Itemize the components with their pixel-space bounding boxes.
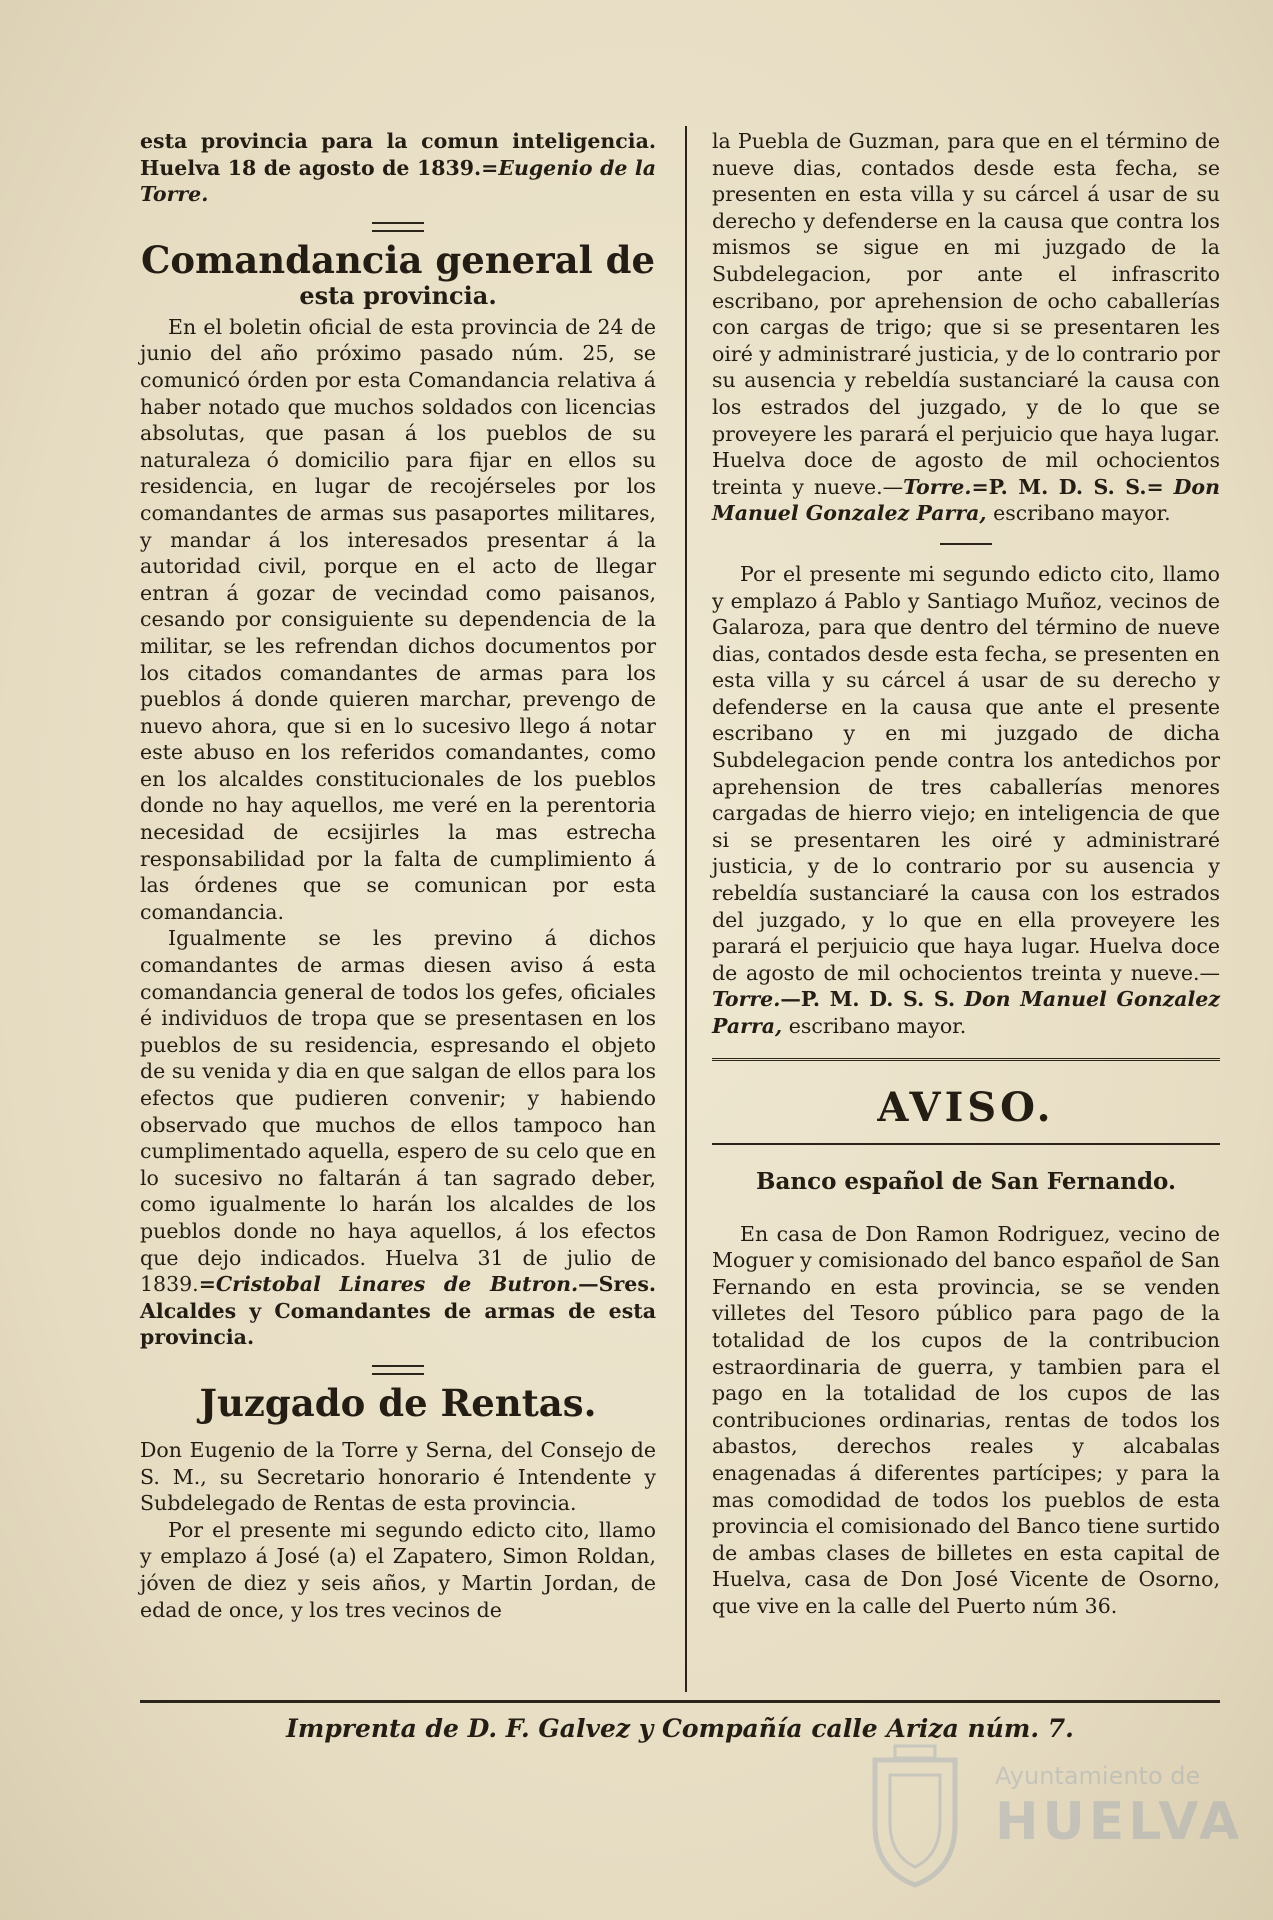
signature-torre: Torre. [903,474,972,499]
second-edict-text: Por el presente mi segundo edicto cito, llamo y emplazo á Pablo y Santiago Muñoz, vecinos de Galaroza, para que dentro del término de nueve dias, contados desde esta fecha, se presenten en esta villa y su cárcel á usar de su derecho y defenderse en la causa que ante el presente escribano y en mi juzgado de dicha Subdelegacion pende contra los antedichos por aprehension de tres caballerías menores cargadas de hierro viejo; en inteligencia de que si se presentaren les oiré y administraré justicia, y de lo contrario por su ausencia y rebeldía sustanciaré la causa con los estrados del juzgado, y lo que en ella proveyere les parará el perjuicio que haya lugar. Huelva doce de agosto de mil ochocientos treinta y nueve.— [712,561,1220,985]
opening-paragraph [140,128,656,208]
section-divider [372,1365,424,1375]
coat-of-arms-icon [855,1740,975,1890]
comandancia-subtitle: esta provincia. [299,280,497,310]
bank-title: Banco español de San Fernando. [756,1167,1176,1195]
opening-text: esta provincia para la comun inteligencia. Huelva 18 de agosto de 1839. [140,129,656,180]
right-column [712,128,1220,1620]
comandancia-closing: —Sres. Alcaldes y Comandantes de armas de esta provincia. [140,1272,656,1350]
signature-initials: —P. M. D. S. S. [780,987,956,1012]
aviso-divider [712,1143,1220,1145]
comandancia-title: Comandancia general de [140,237,655,282]
comandancia-paragraph-2-text: Igualmente se les previno á dichos comandantes de armas diesen aviso á esta comandancia general de todos los gefes, oficiales é individuos de tropa que se presentasen en los pueblos de su residencia, espresando el objeto de su venida y dia en que salgan de ellos para los efectos que pudieren convenir; y habiendo observado que muchos de ellos tampoco han cumplimentado aquella, espero de su celo que en lo sucesivo no faltarán á tan sagrado deber, como igualmente lo harán los alcaldes de los pueblos donde no haya aquellos, á los efectos que dejo indicados. Huelva 31 de julio de 1839. [140,926,656,1297]
section-divider [372,222,424,232]
watermark-line-1: Ayuntamiento de [995,1762,1201,1790]
aviso-title: AVISO. [877,1083,1055,1131]
comandancia-paragraph-1: En el boletin oficial de esta provincia de 24 de junio del año próximo pasado núm. 25, se comunicó órden por esta Comandancia relativa á haber notado que muchos soldados con licencias absolutas, que pasan á los pueblos de su naturaleza ó domicilio para fijar en ellos su residencia, en lugar de recojérseles por los comandantes de armas sus pasaportes militares, y mandar á los interesados presentar á la autoridad civil, porque en el acto de llegar entran á gozar de vecindad como paisanos, cesando por consiguiente su dependencia de la militar, se les refrendan dichos documentos por los citados comandantes de armas para los pueblos á donde quieren marchar, prevengo de nuevo ahora, que si en lo sucesivo llego á notar este abuso en los referidos comandantes, como en los alcaldes constitucionales de los pueblos donde no hay aquellos, me veré en la perentoria necesidad de ecsijirles la mas estrecha responsabilidad por la falta de cumplimiento á las órdenes que se comunican por esta comandancia. [140,314,656,924]
signature-parra: Don Manuel Gonzalez Parra, [712,987,1220,1038]
signature-role: escribano mayor. [993,501,1171,526]
juzgado-intro: Don Eugenio de la Torre y Serna, del Consejo de S. M., su Secretario honorario é Intendente y Subdelegado de Rentas de esta provincia. [140,1437,656,1516]
watermark-line-2: HUELVA [995,1792,1244,1852]
comandancia-signature: =Cristobal Linares de Butron. [198,1272,579,1297]
printer-footer: Imprenta de D. F. Galvez y Compañía calle Ariza núm. 7. [286,1714,1074,1743]
comandancia-paragraph-2 [140,925,656,1351]
juzgado-edict-start: Por el presente mi segundo edicto cito, llamo y emplazo á José (a) el Zapatero, Simon Roldan, jóven de diez y seis años, y Martin Jordan, de edad de once, y los tres vecinos de [140,1517,656,1622]
signature-parra: Don Manuel Gonzalez Parra, [712,474,1220,526]
second-edict [712,561,1220,1040]
edict-continuation-text: la Puebla de Guzman, para que en el término de nueve dias, contados desde esta fecha, se presenten en esta villa y su cárcel á usar de su derecho y defenderse en la causa que contra los mismos se sigue en mi juzgado de la Subdelegacion, por ante el infrascrito escribano, por aprehension de ocho caballerías con cargas de trigo; que si se presentaren les oiré y administraré justicia, y de lo contrario por su ausencia y rebeldía sustanciaré la causa con los estrados del juzgado, y de lo que se proveyere les parará el perjuicio que haya lugar. Huelva doce de agosto de mil ochocientos treinta y nueve.— [712,129,1220,499]
column-divider [685,126,687,1692]
aviso-section [712,1058,1220,1620]
footer-divider [140,1700,1220,1703]
left-column [140,128,656,1623]
juzgado-title: Juzgado de Rentas. [199,1380,597,1425]
edict-continuation [712,128,1220,527]
opening-signature: =Eugenio de la Torre. [140,155,656,207]
edict-divider [940,543,992,545]
ayuntamiento-watermark [855,1740,1244,1900]
signature-initials: =P. M. D. S. S.= [971,474,1164,499]
signature-role: escribano mayor. [788,1014,967,1038]
signature-torre: Torre. [712,987,781,1012]
aviso-body: En casa de Don Ramon Rodriguez, vecino de Moguer y comisionado del banco español de San Fernando en esta provincia, se se venden villetes del Tesoro público para pago de la totalidad de los cupos de la contribucion estraordinaria de guerra, y tambien para el pago en la totalidad de los cupos de las contribuciones ordinarias, rentas de todos los abastos, derechos reales y alcabalas enagenadas á diferentes partícipes; y para la mas comodidad de todos los pueblos de esta provincia el comisionado del Banco tiene surtido de ambas clases de billetes en esta capital de Huelva, casa de Don José Vicente de Osorno, que vive en la calle del Puerto núm 36. [712,1221,1220,1618]
